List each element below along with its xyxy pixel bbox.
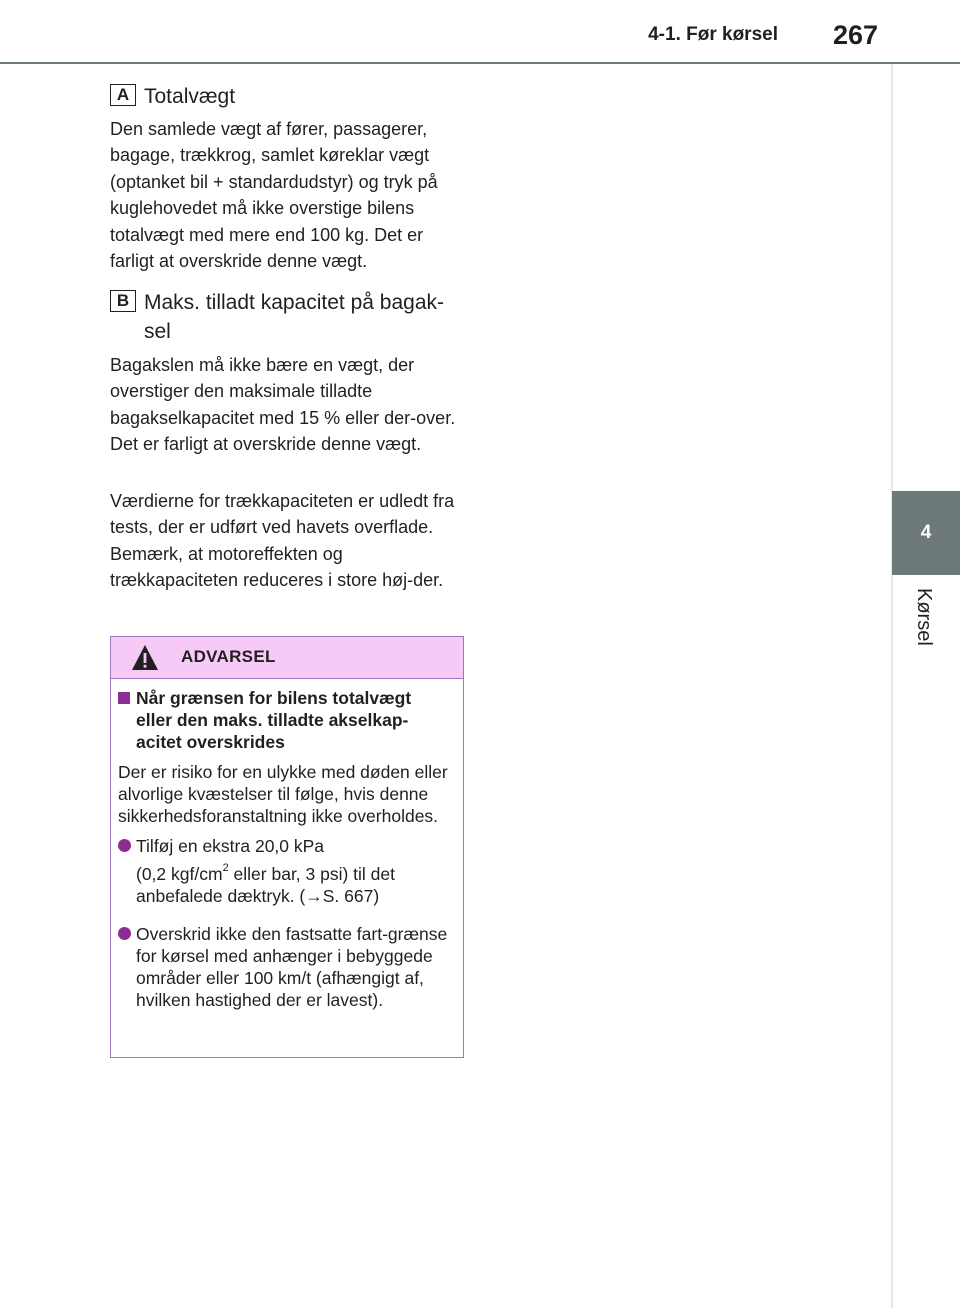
section-b-title: Maks. tilladt kapacitet på bagak-sel xyxy=(144,291,444,343)
square-bullet-icon xyxy=(118,692,130,704)
bullet-1-pre: (0,2 kgf/cm xyxy=(136,864,223,884)
side-tab-rule xyxy=(891,64,893,1308)
section-a-title: Totalvægt xyxy=(144,85,236,108)
bullet-1-superscript: 2 xyxy=(222,862,229,875)
chapter-number: 4 xyxy=(920,522,932,543)
bullet-1-line-2 xyxy=(136,863,451,907)
chapter-tab xyxy=(892,491,960,575)
header-divider xyxy=(0,62,960,64)
warning-box xyxy=(110,636,464,1058)
chapter-label: Kørsel xyxy=(913,588,935,646)
bullet-1-line-1: Tilføj en ekstra 20,0 kPa xyxy=(136,836,325,856)
round-bullet-icon xyxy=(118,927,131,940)
bullet-1-post: eller bar, 3 psi) til det anbefalede dæktryk. (→S. 667) xyxy=(136,864,396,906)
warning-title: ADVARSEL xyxy=(181,647,276,666)
warning-triangle-icon xyxy=(131,644,159,672)
page-number: 267 xyxy=(832,20,878,50)
section-b-paragraph-2: Værdierne for trækkapaciteten er udledt fra tests, der er udført ved havets overflade. Bemærk, at motoreffekten og trækkapaciteten reduceres i store høj-der. xyxy=(110,491,455,591)
round-bullet-icon xyxy=(118,839,131,852)
warning-subheading xyxy=(118,687,451,753)
section-a-heading xyxy=(110,82,470,111)
warning-subheading-text: Når grænsen for bilens totalvægt eller den maks. tilladte akselkap-acitet overskrides xyxy=(136,688,412,752)
section-a-paragraph: Den samlede vægt af fører, passagerer, bagage, trækkrog, samlet køreklar vægt (optanket bil + standardudstyr) og tryk på kuglehovedet må ikke overstige bilens totalvægt med mere end 100 kg. Det er farligt at overskride denne vægt. xyxy=(110,119,438,272)
warning-text: Der er risiko for en ulykke med døden eller alvorlige kvæstelser til følge, hvis denne sikkerhedsforanstaltning ikke overholdes. xyxy=(118,762,448,826)
warning-header xyxy=(111,637,463,679)
section-b-paragraph-1: Bagakslen må ikke bære en vægt, der overstiger den maksimale tilladte bagakselkapacitet med 15 % eller der-over. Det er farligt at overskride denne vægt. xyxy=(110,355,456,455)
section-b-heading xyxy=(110,288,470,346)
warning-body xyxy=(111,679,463,1011)
warning-bullet-1 xyxy=(118,835,451,907)
header-section-title: 4-1. Før kørsel xyxy=(648,24,778,45)
section-b-badge: B xyxy=(110,290,136,312)
warning-bullet-2 xyxy=(118,923,451,1011)
bullet-2-text: Overskrid ikke den fastsatte fart-grænse for kørsel med anhænger i bebyggede områder eller 100 km/t (afhængigt af, hvilken hastighed der er lavest). xyxy=(136,924,448,1010)
section-a-badge: A xyxy=(110,84,136,106)
